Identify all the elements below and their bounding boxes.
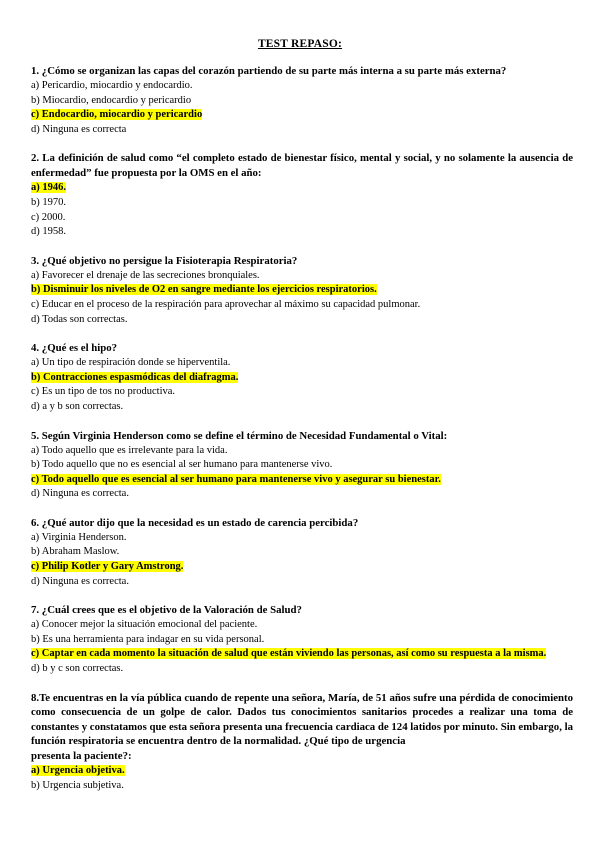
question-8: [31, 691, 573, 794]
option-a: a) Virginia Henderson.: [31, 531, 127, 543]
answer-highlight: c) Philip Kotler y Gary Amstrong.: [31, 561, 184, 573]
question-text: 3. ¿Qué objetivo no persigue la Fisioterapia Respiratoria?: [31, 254, 298, 267]
option-b: b) 1970.: [31, 196, 66, 208]
option-b: b) Urgencia subjetiva.: [31, 779, 124, 791]
question-3: [31, 254, 573, 327]
option-c-correct: [31, 473, 573, 488]
question-7: [31, 603, 573, 676]
option-d: d) Todas son correctas.: [31, 313, 128, 325]
option-b: b) Miocardio, endocardio y pericardio: [31, 94, 192, 106]
option-a: a) Todo aquello que es irrelevante para la vida.: [31, 444, 228, 456]
question-2: [31, 151, 573, 239]
option-c-correct: [31, 560, 573, 575]
option-c-correct: [31, 647, 573, 662]
question-text: 5. Según Virginia Henderson como se define el término de Necesidad Fundamental o Vital:: [31, 429, 448, 442]
option-d: d) b y c son correctas.: [31, 663, 124, 675]
option-d: d) 1958.: [31, 226, 66, 238]
option-a: a) Pericardio, miocardio y endocardio.: [31, 80, 193, 91]
question-text: 1. ¿Cómo se organizan las capas del corazón partiendo de su parte más interna a su parte más externa?: [31, 65, 507, 77]
question-text: 8.Te encuentras en la vía pública cuando de repente una señora, María, de 51 años sufre una pérdida de conocimiento como consecuencia de un golpe de calor. Dados tus conocimientos sanitarios procedes a realizar una toma de constantes y constatamos que esta señora presenta una frecuencia cardiaca de 124 latidos por minuto. Sin embargo, la función respiratoria se encuentra dentro de la normalidad. ¿Qué tipo de urgencia: [31, 691, 573, 748]
question-text: 7. ¿Cuál crees que es el objetivo de la Valoración de Salud?: [31, 604, 302, 617]
answer-highlight: c) Todo aquello que es esencial al ser humano para mantenerse vivo y asegurar su bienestar.: [31, 473, 441, 485]
question-list: [31, 64, 573, 807]
question-1: [31, 64, 573, 137]
option-a-correct: [31, 764, 573, 779]
answer-highlight: b) Contracciones espasmódicas del diafragma.: [31, 371, 239, 383]
question-text-continuation: presenta la paciente?:: [31, 750, 132, 762]
option-a: a) Favorecer el drenaje de las secreciones bronquiales.: [31, 269, 260, 281]
option-d: d) Ninguna es correcta: [31, 123, 127, 135]
answer-highlight: b) Disminuir los niveles de O2 en sangre mediante los ejercicios respiratorios.: [31, 284, 377, 296]
option-b: b) Es una herramienta para indagar en su vida personal.: [31, 633, 265, 645]
answer-highlight: a) Urgencia objetiva.: [31, 765, 125, 776]
answer-highlight: c) Endocardio, miocardio y pericardio: [31, 109, 203, 121]
option-c: c) Es un tipo de tos no productiva.: [31, 386, 176, 398]
option-b: b) Todo aquello que no es esencial al ser humano para mantenerse vivo.: [31, 459, 333, 471]
option-c: c) 2000.: [31, 211, 66, 223]
question-text: 6. ¿Qué autor dijo que la necesidad es un estado de carencia percibida?: [31, 516, 359, 529]
option-d: d) Ninguna es correcta.: [31, 488, 129, 500]
page-title: TEST REPASO:: [257, 38, 343, 50]
answer-highlight: c) Captar en cada momento la situación de salud que están viviendo las personas, así como su respuesta a la misma.: [31, 648, 547, 660]
option-b-correct: [31, 371, 573, 386]
question-text: 4. ¿Qué es el hipo?: [31, 342, 118, 355]
question-6: [31, 516, 573, 589]
option-d: d) a y b son correctas.: [31, 400, 124, 412]
option-c-correct: [31, 108, 573, 123]
question-text: 2. La definición de salud como “el completo estado de bienestar físico, mental y social, y no solamente la ausencia de enfermedad” fue propuesta por la OMS en el año:: [31, 152, 573, 180]
option-a: a) Un tipo de respiración donde se hiperventila.: [31, 357, 231, 369]
question-5: [31, 429, 573, 502]
option-c: c) Educar en el proceso de la respiración para aprovechar al máximo su capacidad pulmonar.: [31, 298, 421, 310]
option-b-correct: [31, 283, 573, 298]
answer-highlight: a) 1946.: [31, 182, 66, 194]
option-b: b) Abraham Maslow.: [31, 546, 120, 558]
option-a-correct: [31, 181, 573, 196]
question-4: [31, 341, 573, 414]
option-a: a) Conocer mejor la situación emocional del paciente.: [31, 619, 258, 631]
option-d: d) Ninguna es correcta.: [31, 575, 129, 587]
